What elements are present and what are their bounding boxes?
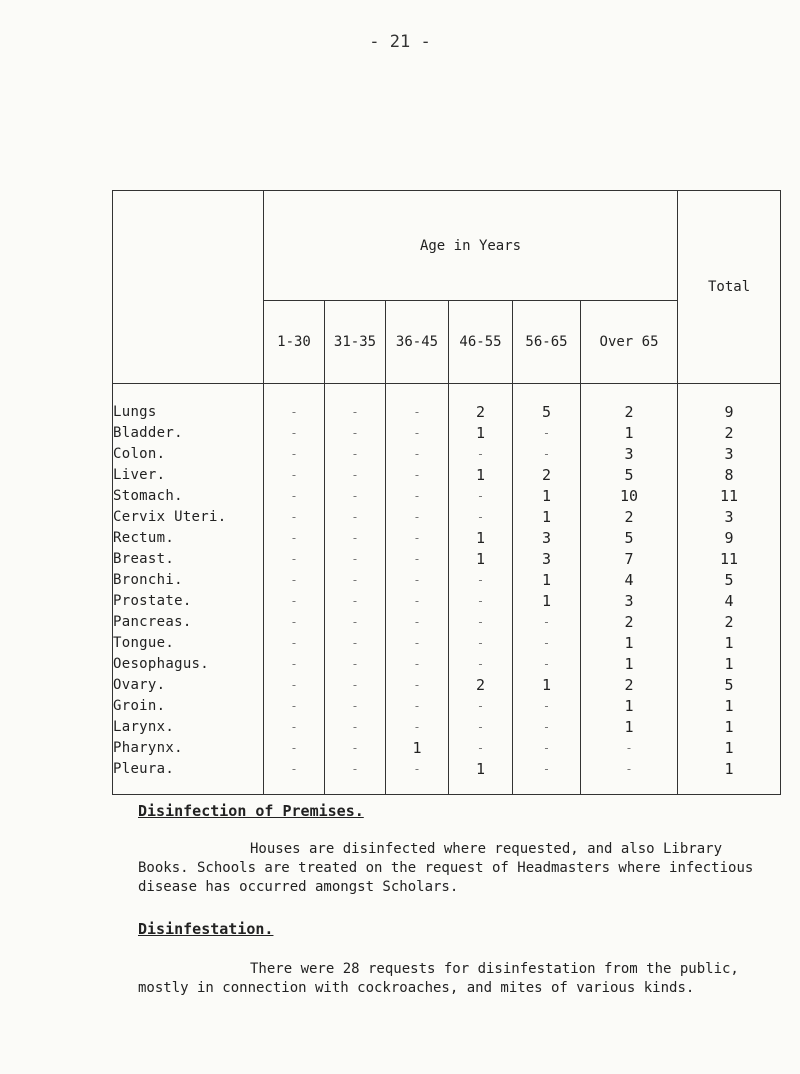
value-cell: - [386, 465, 449, 486]
value-cell: - [386, 423, 449, 444]
site-cell: Colon. [113, 444, 264, 465]
total-header: Total [678, 191, 781, 384]
value-cell: - [264, 486, 325, 507]
value-cell: 1 [513, 486, 581, 507]
value-cell: - [513, 444, 581, 465]
table-row [113, 465, 781, 486]
site-cell: Rectum. [113, 528, 264, 549]
table-row [113, 759, 781, 795]
total-cell: 1 [678, 717, 781, 738]
value-cell: 3 [581, 444, 678, 465]
value-cell: - [264, 549, 325, 570]
value-cell: 10 [581, 486, 678, 507]
value-cell: - [386, 384, 449, 424]
value-cell: 1 [581, 423, 678, 444]
total-cell: 11 [678, 486, 781, 507]
value-cell: - [386, 675, 449, 696]
disinfestation-paragraph [138, 960, 758, 998]
value-cell: 3 [581, 591, 678, 612]
site-cell: Cervix Uteri. [113, 507, 264, 528]
value-cell: - [325, 612, 386, 633]
disinfestation-text: There were 28 requests for disinfestation from the public, mostly in connection with cockroaches, and mites of various kinds. [138, 961, 739, 996]
table-row [113, 591, 781, 612]
value-cell: 4 [581, 570, 678, 591]
value-cell: - [449, 717, 513, 738]
value-cell: - [513, 654, 581, 675]
value-cell: 2 [513, 465, 581, 486]
disinfection-text: Houses are disinfected where requested, and also Library Books. Schools are treated on the request of Headmasters where infectious disease has occurred amongst Scholars. [138, 841, 754, 895]
value-cell: - [386, 696, 449, 717]
value-cell: - [449, 486, 513, 507]
value-cell: - [386, 717, 449, 738]
value-cell: - [264, 444, 325, 465]
total-cell: 5 [678, 570, 781, 591]
value-cell: - [325, 633, 386, 654]
value-cell: - [513, 717, 581, 738]
value-cell: - [325, 654, 386, 675]
value-cell: - [264, 591, 325, 612]
value-cell: - [386, 549, 449, 570]
value-cell: - [325, 591, 386, 612]
value-cell: - [581, 759, 678, 795]
site-cell: Bronchi. [113, 570, 264, 591]
site-cell: Bladder. [113, 423, 264, 444]
value-cell: - [325, 549, 386, 570]
site-cell: Oesophagus. [113, 654, 264, 675]
value-cell: 1 [581, 717, 678, 738]
value-cell: - [449, 738, 513, 759]
total-cell: 5 [678, 675, 781, 696]
value-cell: 3 [513, 528, 581, 549]
value-cell: - [325, 444, 386, 465]
value-cell: 1 [581, 696, 678, 717]
value-cell: - [325, 423, 386, 444]
total-cell: 8 [678, 465, 781, 486]
table-row [113, 675, 781, 696]
page-number: - 21 - [369, 32, 431, 52]
table-row [113, 612, 781, 633]
table-row [113, 384, 781, 424]
value-cell: 1 [386, 738, 449, 759]
value-cell: 1 [449, 528, 513, 549]
value-cell: - [264, 423, 325, 444]
value-cell: - [325, 675, 386, 696]
value-cell: - [325, 696, 386, 717]
value-cell: - [325, 486, 386, 507]
age-group-header: 46-55 [449, 301, 513, 384]
value-cell: - [581, 738, 678, 759]
site-header-cell [113, 191, 264, 384]
site-cell: Stomach. [113, 486, 264, 507]
site-cell: Groin. [113, 696, 264, 717]
value-cell: - [264, 612, 325, 633]
site-cell: Liver. [113, 465, 264, 486]
total-cell: 9 [678, 384, 781, 424]
table-row [113, 654, 781, 675]
value-cell: - [325, 717, 386, 738]
value-cell: 1 [449, 465, 513, 486]
table-body [113, 384, 781, 795]
value-cell: - [386, 654, 449, 675]
table-row [113, 738, 781, 759]
value-cell: - [325, 507, 386, 528]
value-cell: 7 [581, 549, 678, 570]
site-cell: Pancreas. [113, 612, 264, 633]
site-cell: Prostate. [113, 591, 264, 612]
table-row [113, 507, 781, 528]
age-group-header: 36-45 [386, 301, 449, 384]
age-header: Age in Years [264, 191, 678, 301]
value-cell: - [325, 570, 386, 591]
site-cell: Ovary. [113, 675, 264, 696]
value-cell: - [386, 633, 449, 654]
total-cell: 1 [678, 759, 781, 795]
value-cell: - [325, 465, 386, 486]
value-cell: - [386, 528, 449, 549]
value-cell: - [386, 486, 449, 507]
value-cell: 2 [581, 675, 678, 696]
value-cell: 1 [449, 423, 513, 444]
table-row [113, 633, 781, 654]
value-cell: - [264, 717, 325, 738]
site-cell: Lungs [113, 384, 264, 424]
value-cell: - [513, 612, 581, 633]
site-cell: Breast. [113, 549, 264, 570]
value-cell: - [264, 738, 325, 759]
total-cell: 9 [678, 528, 781, 549]
table-row [113, 528, 781, 549]
value-cell: - [264, 633, 325, 654]
table-row [113, 696, 781, 717]
value-cell: - [449, 444, 513, 465]
value-cell: - [325, 759, 386, 795]
site-cell: Pharynx. [113, 738, 264, 759]
value-cell: - [264, 759, 325, 795]
table-row [113, 549, 781, 570]
total-cell: 1 [678, 738, 781, 759]
disinfection-heading: Disinfection of Premises. [138, 802, 364, 820]
value-cell: 2 [449, 675, 513, 696]
value-cell: - [264, 465, 325, 486]
value-cell: 5 [581, 465, 678, 486]
disinfection-paragraph [138, 840, 758, 897]
total-cell: 4 [678, 591, 781, 612]
age-group-header: 56-65 [513, 301, 581, 384]
value-cell: - [264, 675, 325, 696]
value-cell: - [449, 654, 513, 675]
value-cell: - [513, 633, 581, 654]
value-cell: 1 [581, 654, 678, 675]
total-cell: 2 [678, 612, 781, 633]
value-cell: - [449, 507, 513, 528]
age-group-header: 1-30 [264, 301, 325, 384]
value-cell: 1 [449, 549, 513, 570]
value-cell: 2 [449, 384, 513, 424]
table-row [113, 570, 781, 591]
value-cell: - [513, 738, 581, 759]
value-cell: - [386, 591, 449, 612]
total-cell: 11 [678, 549, 781, 570]
value-cell: - [325, 528, 386, 549]
disinfestation-heading: Disinfestation. [138, 920, 274, 938]
total-cell: 1 [678, 696, 781, 717]
age-group-header: Over 65 [581, 301, 678, 384]
value-cell: - [449, 570, 513, 591]
value-cell: - [513, 423, 581, 444]
value-cell: 5 [581, 528, 678, 549]
value-cell: - [449, 633, 513, 654]
value-cell: - [264, 654, 325, 675]
value-cell: 1 [513, 675, 581, 696]
value-cell: - [449, 612, 513, 633]
value-cell: - [513, 696, 581, 717]
value-cell: - [325, 384, 386, 424]
value-cell: 1 [449, 759, 513, 795]
age-group-header: 31-35 [325, 301, 386, 384]
value-cell: - [386, 612, 449, 633]
table-row [113, 423, 781, 444]
value-cell: 1 [513, 591, 581, 612]
site-cell: Pleura. [113, 759, 264, 795]
table-row [113, 444, 781, 465]
value-cell: - [264, 570, 325, 591]
cancer-deaths-table [112, 190, 781, 795]
value-cell: - [325, 738, 386, 759]
value-cell: 1 [513, 570, 581, 591]
total-cell: 2 [678, 423, 781, 444]
total-cell: 1 [678, 633, 781, 654]
value-cell: 2 [581, 384, 678, 424]
value-cell: - [386, 570, 449, 591]
value-cell: - [386, 759, 449, 795]
total-cell: 3 [678, 507, 781, 528]
value-cell: - [513, 759, 581, 795]
value-cell: - [264, 507, 325, 528]
value-cell: - [386, 507, 449, 528]
value-cell: - [264, 384, 325, 424]
site-cell: Larynx. [113, 717, 264, 738]
value-cell: - [449, 696, 513, 717]
value-cell: - [264, 528, 325, 549]
value-cell: 3 [513, 549, 581, 570]
site-cell: Tongue. [113, 633, 264, 654]
value-cell: - [449, 591, 513, 612]
total-cell: 3 [678, 444, 781, 465]
value-cell: 2 [581, 612, 678, 633]
value-cell: - [264, 696, 325, 717]
value-cell: - [386, 444, 449, 465]
value-cell: 1 [581, 633, 678, 654]
value-cell: 5 [513, 384, 581, 424]
total-cell: 1 [678, 654, 781, 675]
table-row [113, 486, 781, 507]
value-cell: 1 [513, 507, 581, 528]
value-cell: 2 [581, 507, 678, 528]
table-row [113, 717, 781, 738]
